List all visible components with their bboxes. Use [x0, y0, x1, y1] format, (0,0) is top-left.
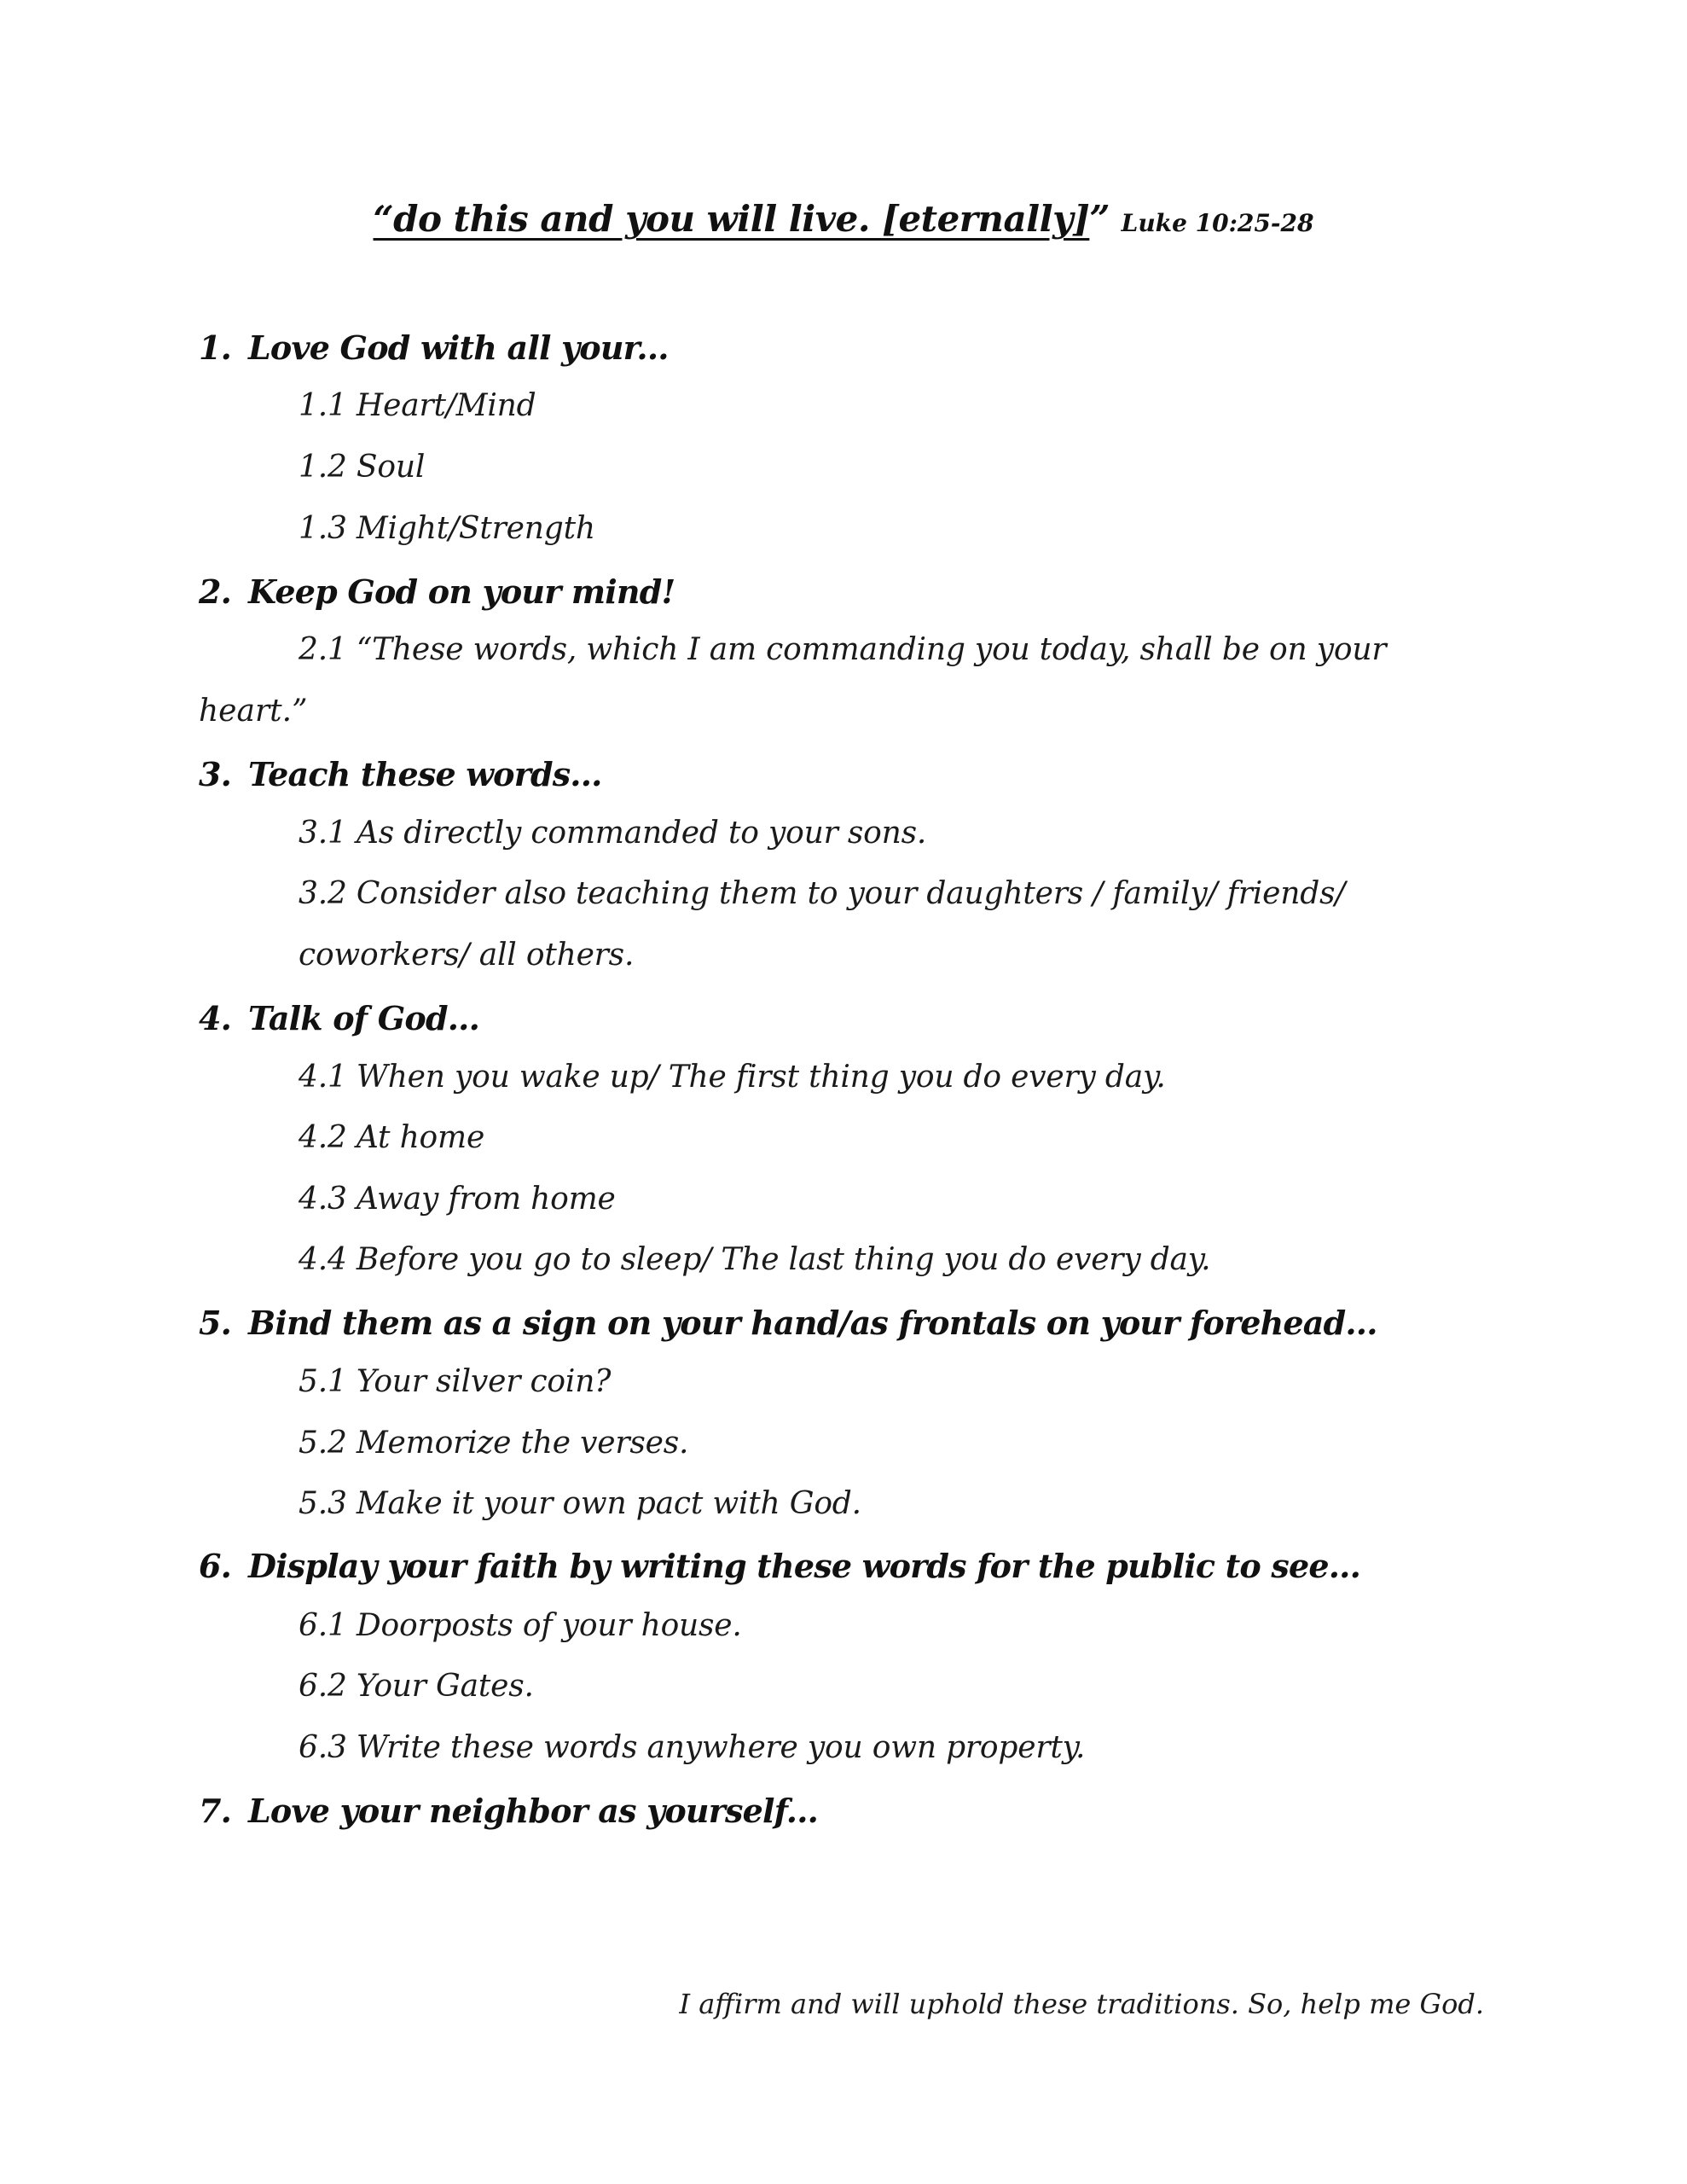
list-item-7 [199, 1792, 818, 1830]
sub-item-3-1: 3.1 As directly commanded to your sons. [299, 816, 927, 851]
list-item-text: Display your faith by writing these words for the public to see... [248, 1547, 1361, 1585]
list-item-text: Love God with all your... [248, 328, 669, 367]
sub-item-4-1: 4.1 When you wake up/ The first thing you do every day. [299, 1060, 1166, 1095]
list-item-6 [199, 1547, 1360, 1585]
scripture-reference: Luke 10:25-28 [1121, 209, 1314, 237]
list-item-text: Bind them as a sign on your hand/as frontals on your forehead... [248, 1304, 1377, 1342]
sub-item-6-1: 6.1 Doorposts of your house. [299, 1608, 742, 1643]
list-item-text: Talk of God... [248, 999, 480, 1037]
list-item-3 [199, 755, 602, 793]
list-item-number: 1. [199, 328, 232, 367]
affirmation-statement: I affirm and will uphold these traditions. So, help me God. [679, 1988, 1484, 2020]
list-item-number: 2. [199, 572, 232, 611]
sub-item-5-3: 5.3 Make it your own pact with God. [299, 1486, 861, 1521]
list-item-text: Keep God on your mind! [248, 572, 675, 611]
list-item-number: 7. [199, 1792, 232, 1830]
sub-item-4-2: 4.2 At home [299, 1120, 485, 1155]
sub-item-4-3: 4.3 Away from home [299, 1182, 616, 1217]
list-item-number: 6. [199, 1547, 232, 1585]
title-row [0, 198, 1687, 240]
list-item-number: 5. [199, 1304, 232, 1342]
list-item-1 [199, 328, 669, 367]
sub-item-6-2: 6.2 Your Gates. [299, 1669, 534, 1704]
sub-item-3-2: 3.2 Consider also teaching them to your daughters / family/ friends/ [299, 876, 1346, 911]
sub-item-5-1: 5.1 Your silver coin? [299, 1364, 612, 1399]
list-item-4 [199, 999, 479, 1037]
sub-item-1-2: 1.2 Soul [299, 450, 426, 485]
list-item-number: 4. [199, 999, 232, 1037]
sub-item-2-1-continued: heart.” [199, 694, 308, 729]
sub-item-1-1: 1.1 Heart/Mind [299, 388, 536, 423]
sub-item-5-2: 5.2 Memorize the verses. [299, 1426, 689, 1461]
sub-item-1-3: 1.3 Might/Strength [299, 511, 595, 546]
sub-item-2-1: 2.1 “These words, which I am commanding you today, shall be on your [299, 632, 1387, 667]
page-title: “do this and you will live. [eternally] [373, 198, 1090, 240]
sub-item-6-3: 6.3 Write these words anywhere you own property. [299, 1730, 1086, 1765]
list-item-5 [199, 1304, 1377, 1342]
list-item-text: Teach these words... [248, 755, 602, 793]
sub-item-4-4: 4.4 Before you go to sleep/ The last thing you do every day. [299, 1242, 1211, 1277]
list-item-text: Love your neighbor as yourself... [248, 1792, 819, 1830]
sub-item-3-2-continued: coworkers/ all others. [299, 938, 635, 973]
list-item-number: 3. [199, 755, 232, 793]
list-item-2 [199, 572, 675, 611]
title-close-quote: ” [1089, 198, 1110, 240]
